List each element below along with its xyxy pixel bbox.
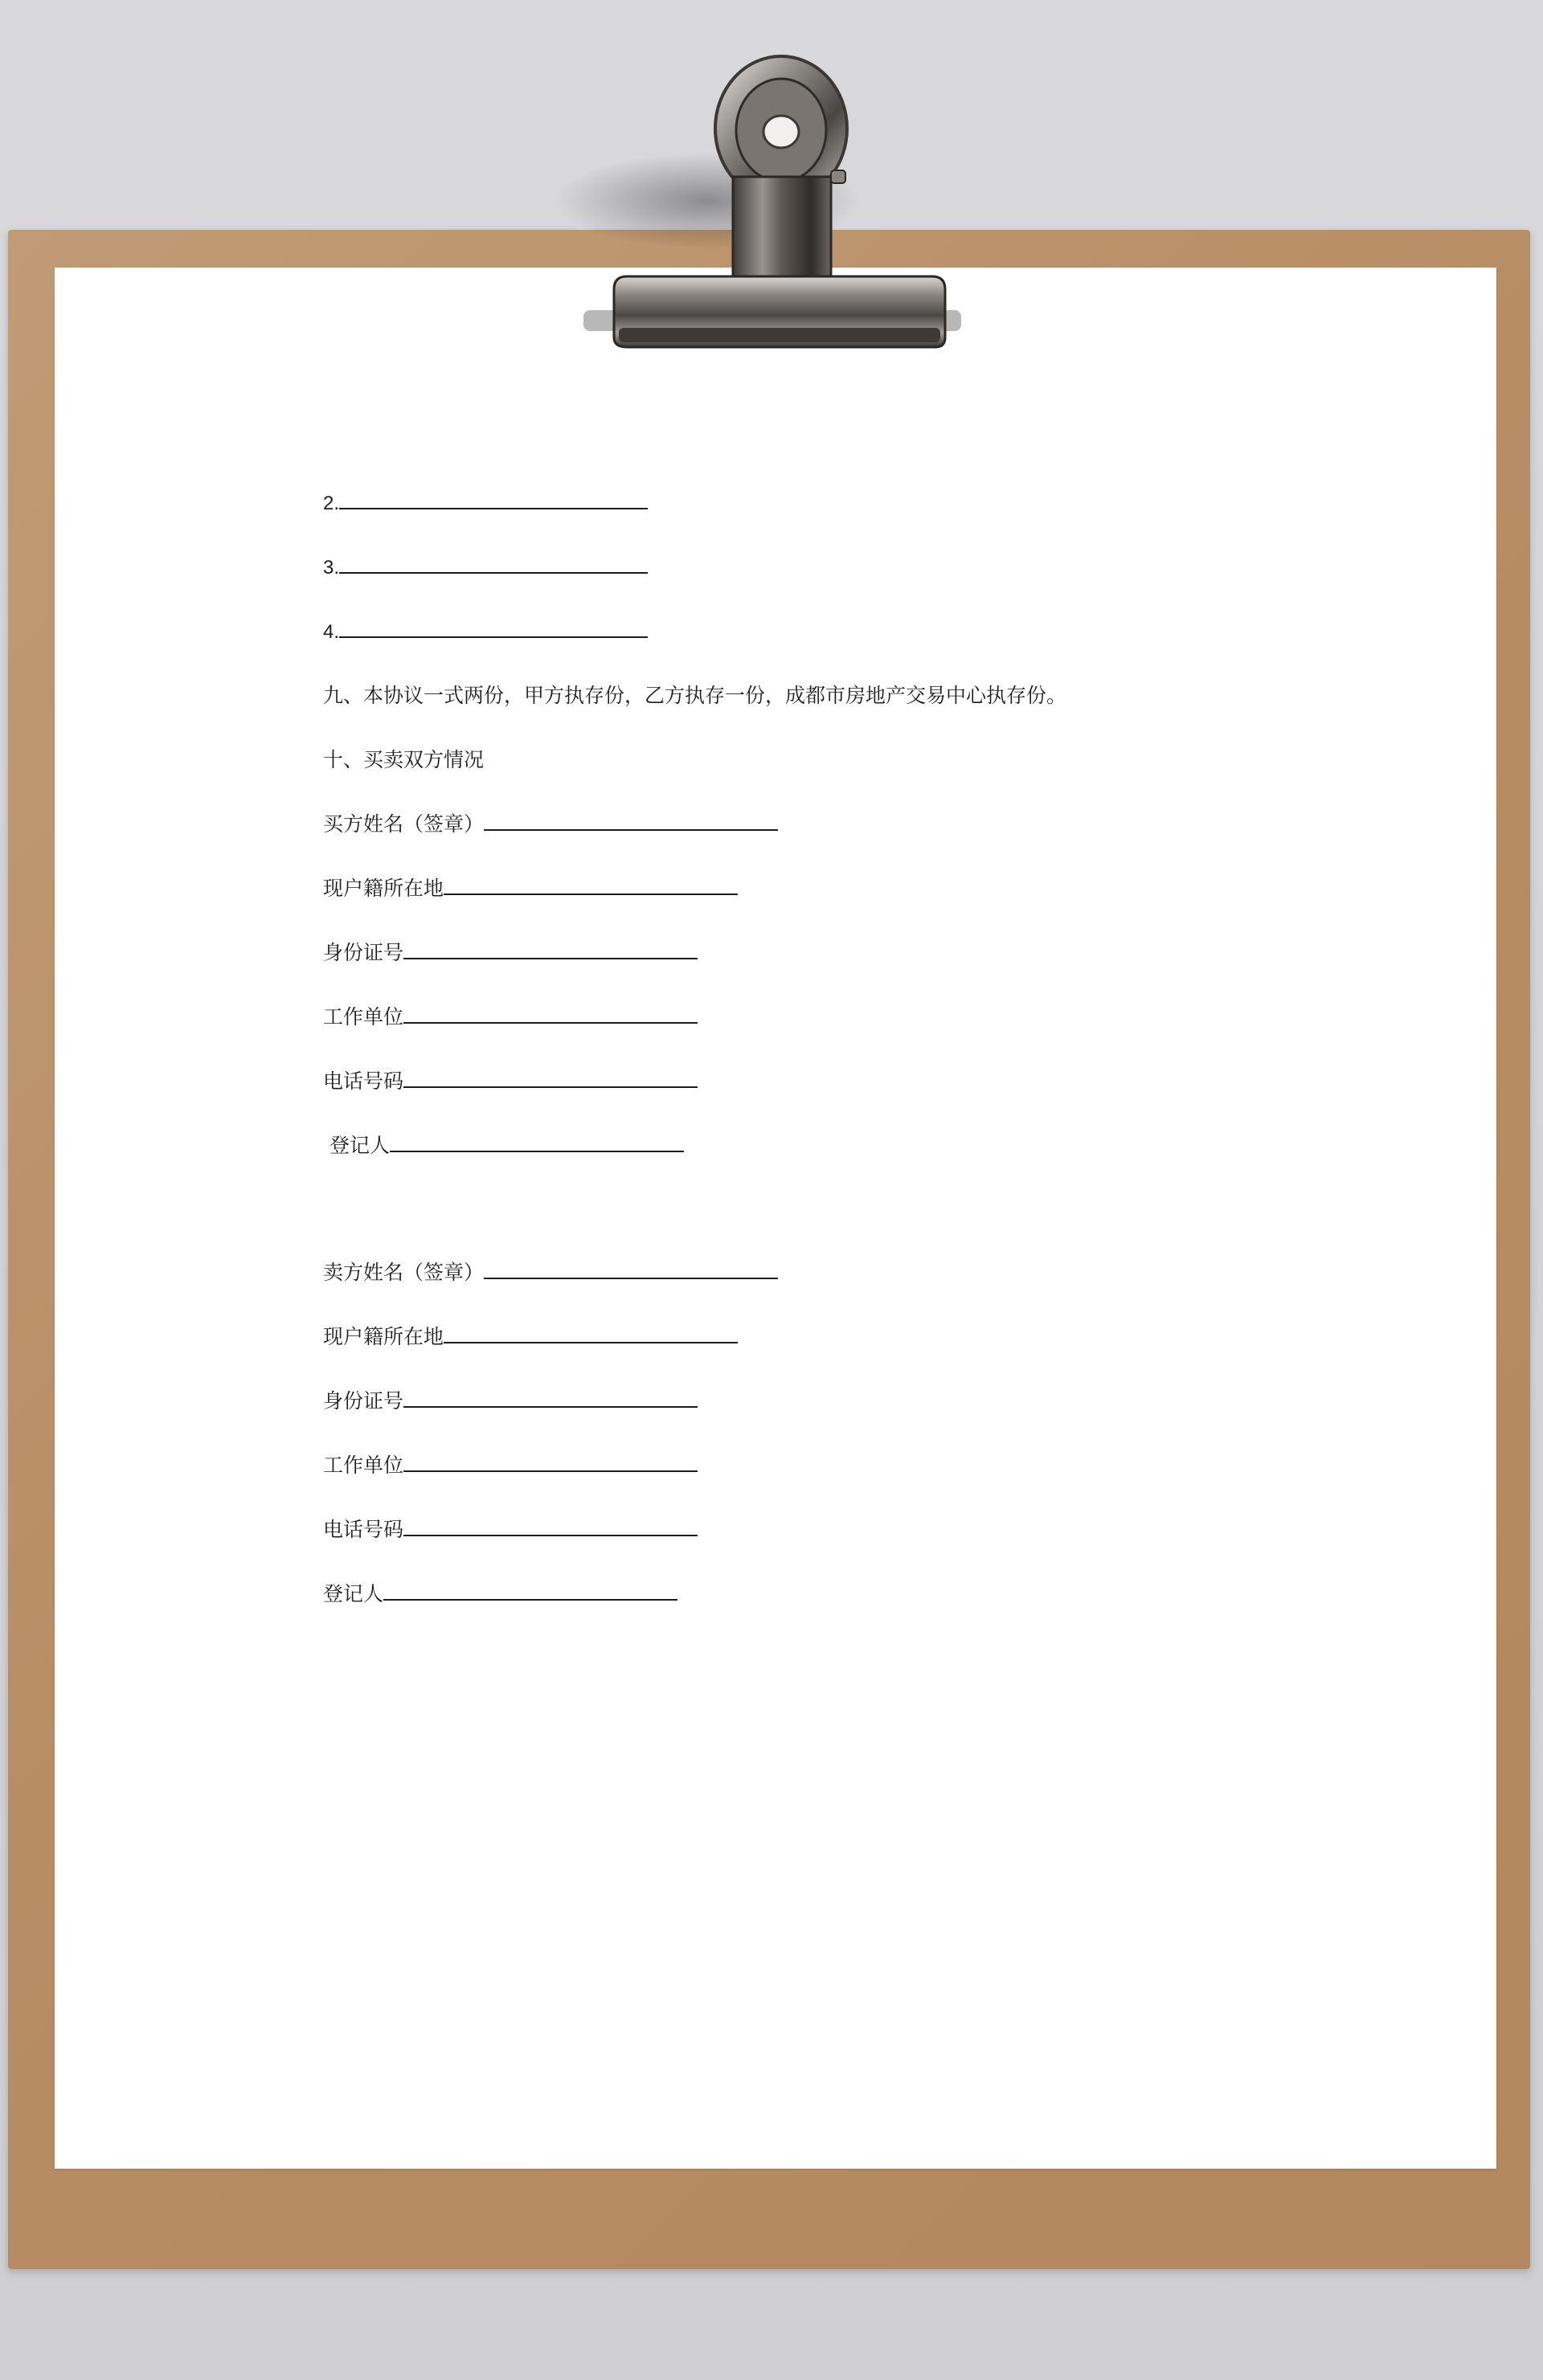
seller-registrant-row bbox=[323, 1581, 677, 1607]
buyer-employer-row bbox=[323, 1004, 698, 1030]
seller-phone-row bbox=[323, 1517, 698, 1543]
buyer-id-label: 身份证号 bbox=[323, 941, 404, 964]
seller-residence-row bbox=[323, 1324, 738, 1350]
blank-line[interactable] bbox=[339, 490, 648, 509]
seller-employer-field[interactable] bbox=[403, 1453, 698, 1472]
buyer-name-row bbox=[323, 812, 778, 837]
seller-registrant-field[interactable] bbox=[383, 1581, 677, 1601]
buyer-residence-row bbox=[323, 876, 738, 902]
paper-sheet bbox=[55, 268, 1496, 2169]
clause-10: 十、买卖双方情况 bbox=[323, 748, 485, 771]
blank-line[interactable] bbox=[339, 554, 648, 574]
buyer-residence-label: 现户籍所在地 bbox=[323, 877, 444, 900]
buyer-employer-field[interactable] bbox=[403, 1004, 698, 1024]
seller-name-row bbox=[323, 1260, 778, 1286]
buyer-id-row bbox=[323, 940, 698, 966]
seller-phone-label: 电话号码 bbox=[323, 1518, 404, 1541]
blank-item-2: 2. bbox=[323, 490, 648, 517]
buyer-name-label: 买方姓名（签章） bbox=[323, 812, 485, 836]
seller-name-field[interactable] bbox=[484, 1260, 778, 1279]
seller-employer-label: 工作单位 bbox=[323, 1454, 404, 1477]
seller-employer-row bbox=[323, 1453, 698, 1478]
buyer-phone-field[interactable] bbox=[403, 1069, 698, 1088]
buyer-registrant-label: 登记人 bbox=[329, 1134, 391, 1157]
buyer-name-field[interactable] bbox=[484, 812, 778, 831]
seller-residence-field[interactable] bbox=[444, 1324, 738, 1343]
clause-9: 九、本协议一式两份，甲方执存份，乙方执存一份，成都市房地产交易中心执存份。 bbox=[323, 684, 1067, 707]
seller-phone-field[interactable] bbox=[403, 1517, 698, 1536]
buyer-registrant-row bbox=[329, 1133, 684, 1159]
seller-id-label: 身份证号 bbox=[323, 1389, 404, 1413]
buyer-employer-label: 工作单位 bbox=[323, 1005, 404, 1028]
seller-name-label: 卖方姓名（签章） bbox=[323, 1261, 485, 1284]
buyer-residence-field[interactable] bbox=[444, 876, 738, 895]
blank-item-3: 3. bbox=[323, 554, 648, 581]
buyer-id-field[interactable] bbox=[403, 940, 698, 959]
seller-id-row bbox=[323, 1388, 698, 1414]
buyer-registrant-field[interactable] bbox=[390, 1133, 684, 1152]
blank-line[interactable] bbox=[339, 619, 648, 638]
blank-item-4: 4. bbox=[323, 619, 648, 645]
buyer-phone-row bbox=[323, 1069, 698, 1094]
buyer-phone-label: 电话号码 bbox=[323, 1069, 404, 1093]
seller-registrant-label: 登记人 bbox=[323, 1582, 384, 1605]
seller-residence-label: 现户籍所在地 bbox=[323, 1325, 444, 1348]
seller-id-field[interactable] bbox=[403, 1388, 698, 1408]
